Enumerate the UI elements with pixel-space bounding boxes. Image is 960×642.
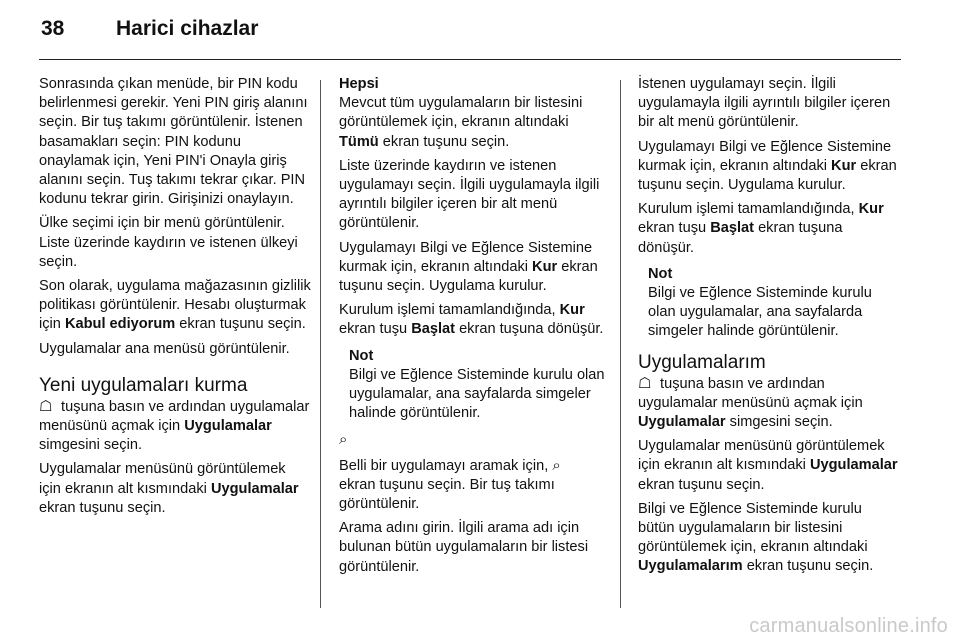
note-text: Bilgi ve Eğlence Sisteminde kurulu olan uygulamalar, ana sayfalarda simgeler halinde görüntülenir.	[349, 366, 605, 422]
paragraph: Uygulamayı Bilgi ve Eğlence Sistemine kurmak için, ekranın altındaki Kur ekran tuşunu seçin. Uygulama kurulur.	[339, 239, 598, 295]
column-divider	[620, 80, 621, 608]
note-text: Bilgi ve Eğlence Sisteminde kurulu olan uygulamalar, ana sayfalarda simgeler halinde görüntülenir.	[648, 285, 872, 340]
paragraph: Mevcut tüm uygulamaların bir listesini görüntülemek için, ekranın altındaki Tümü ekran tuşunu seçin.	[339, 95, 583, 150]
paragraph: Liste üzerinde kaydırın ve istenen uygulamayı seçin. İlgili uygulamayla ilgili ayrıntılı bilgiler içeren bir alt menü görüntülenir.	[339, 157, 600, 232]
search-icon: ⌕	[339, 431, 348, 449]
page-number: 38	[41, 17, 65, 40]
search-icon: ⌕	[552, 456, 561, 474]
paragraph: Sonrasında çıkan menüde, bir PIN kodu belirlenmesi gerekir. Yeni PIN giriş alanını seçin. Bir tuş takımı görüntülenir. İstenen basamakları seçin: PIN kodunu onaylamak için, Yeni PIN'i Onayla giriş alanını seçin. Tuş takımı tekrar çıkar. PIN kodunu tekrar girin. Girişinizi onaylayın.	[39, 76, 308, 208]
paragraph: ☖ tuşuna basın ve ardından uygulamalar menüsünü açmak için Uygulamalar simgesini seçin.	[638, 374, 863, 431]
subheading-hepsi: Hepsi	[339, 76, 379, 92]
paragraph: Bilgi ve Eğlence Sisteminde kurulu bütün uygulamaların bir listesini görüntülemek için, ekranın altındaki Uygulamalarım ekran tuşunu seçin.	[638, 500, 874, 575]
paragraph: Uygulamayı Bilgi ve Eğlence Sistemine kurmak için, ekranın altındaki Kur ekran tuşunu seçin. Uygulama kurulur.	[638, 138, 897, 194]
search-icon-line	[339, 430, 609, 450]
note-title: Not	[349, 347, 374, 364]
note-title: Not	[648, 265, 673, 282]
kabul-ediyorum-label: Kabul ediyorum	[64, 316, 176, 333]
paragraph: Uygulamalar menüsünü görüntülemek için ekranın alt kısmındaki Uygulamalar ekran tuşunu seçin.	[39, 461, 299, 516]
paragraph: Kurulum işlemi tamamlandığında, Kur ekran tuşu Başlat ekran tuşuna dönüşür.	[638, 201, 884, 256]
note-box	[349, 347, 609, 424]
page-title: Harici cihazlar	[116, 17, 259, 40]
column-divider	[320, 80, 321, 608]
section-heading: Yeni uygulamaları kurma	[39, 374, 248, 396]
home-icon: ☖	[638, 374, 652, 392]
paragraph: İstenen uygulamayı seçin. İlgili uygulamayla ilgili ayrıntılı bilgiler içeren bir alt menü görüntülenir.	[638, 76, 891, 131]
note-box	[648, 265, 900, 342]
paragraph: Uygulamalar menüsünü görüntülemek için ekranın alt kısmındaki Uygulamalar ekran tuşunu seçin.	[638, 438, 898, 493]
home-icon: ☖	[39, 397, 53, 415]
column-3	[638, 75, 900, 582]
paragraph: ☖ tuşuna basın ve ardından uygulamalar menüsünü açmak için Uygulamalar simgesini seçin.	[39, 397, 310, 454]
column-1	[39, 75, 311, 523]
section-heading: Uygulamalarım	[638, 351, 766, 373]
paragraph: Ülke seçimi için bir menü görüntülenir. Liste üzerinde kaydırın ve istenen ülkeyi seçin.	[39, 215, 298, 270]
paragraph: Kurulum işlemi tamamlandığında, Kur ekran tuşu Başlat ekran tuşuna dönüşür.	[339, 302, 604, 338]
page-header	[41, 17, 258, 47]
paragraph: Belli bir uygulamayı aramak için, ⌕ ekran tuşunu seçin. Bir tuş takımı görüntülenir.	[339, 456, 609, 515]
watermark: carmanualsonline.info	[749, 615, 948, 637]
column-2	[339, 75, 609, 582]
header-rule	[39, 59, 901, 60]
paragraph: Arama adını girin. İlgili arama adı için bulunan bütün uygulamaların bir listesi görüntülenir.	[339, 520, 589, 575]
paragraph: Son olarak, uygulama mağazasının gizlilik politikası görüntülenir. Hesabı oluşturmak için Kabul ediyorum ekran tuşunu seçin.	[39, 278, 311, 333]
paragraph: Uygulamalar ana menüsü görüntülenir.	[39, 340, 290, 357]
